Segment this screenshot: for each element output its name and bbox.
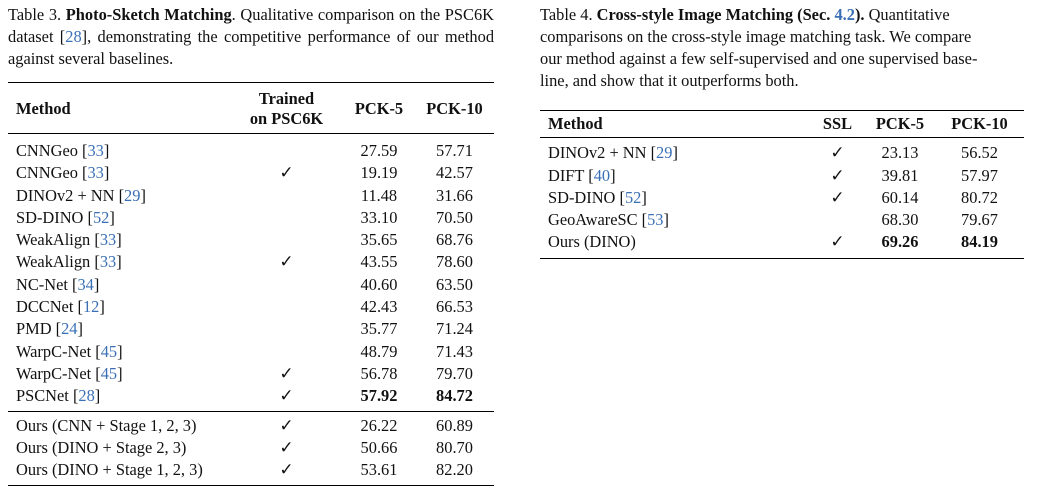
ours-row	[8, 437, 494, 459]
pck5-value: 23.13	[881, 143, 919, 163]
method-name: Ours (DINO + Stage 1, 2, 3)	[16, 460, 203, 480]
table-row	[8, 318, 494, 340]
method-cell: GeoAwareSC [53]	[548, 210, 669, 230]
method-cell: WeakAlign [33]	[16, 252, 122, 272]
method-cell: DINOv2 + NN [29]	[16, 185, 146, 205]
checkmark-icon: ✓	[830, 143, 845, 164]
pck5-value: 39.81	[881, 165, 919, 185]
t4-header-pck5: PCK-5	[865, 111, 935, 138]
table-row	[8, 363, 494, 385]
table-row	[540, 231, 1024, 258]
citation-link[interactable]: 53	[647, 210, 664, 230]
pck10-value: 79.70	[436, 363, 473, 383]
table4-caption	[540, 4, 1060, 92]
trained-check	[230, 296, 343, 318]
citation-link[interactable]: 33	[99, 252, 117, 272]
method-name: Ours (DINO)	[548, 232, 636, 252]
pck10-value: 80.72	[961, 187, 998, 207]
table4-panel	[540, 0, 1024, 253]
table3-caption-text-end: ], demonstrating the competitive performance of our method against several baselines.	[8, 27, 495, 68]
method-name: Ours (DINO + Stage 2, 3)	[16, 437, 187, 457]
header-pck10: PCK-10	[415, 83, 494, 134]
method-cell: CNNGeo [33]	[16, 163, 110, 183]
method-name: WarpC-Net	[16, 363, 96, 383]
method-cell	[8, 437, 230, 459]
header-pck5: PCK-5	[343, 83, 415, 134]
ssl-check	[810, 138, 865, 165]
header-trained	[230, 83, 343, 134]
ssl-check	[810, 187, 865, 209]
table4-caption-section-ref[interactable]: 4.2	[834, 5, 855, 24]
method-cell: NC-Net [34]	[16, 274, 100, 294]
method-name: DIFT	[548, 165, 589, 185]
pck5-value: 68.30	[881, 210, 919, 230]
pck10-value: 56.52	[961, 143, 998, 163]
checkmark-icon: ✓	[830, 187, 845, 208]
trained-check	[230, 229, 343, 251]
table3-header-row	[8, 83, 494, 134]
table4-caption-text: Quantitative	[864, 5, 950, 24]
table-row	[8, 185, 494, 207]
method-name: Ours (CNN + Stage 1, 2, 3)	[16, 415, 197, 435]
method-name: CNNGeo	[16, 163, 83, 183]
pck10-value: 66.53	[436, 297, 473, 317]
table-row	[540, 209, 1024, 231]
ssl-check	[810, 165, 865, 187]
citation-link[interactable]: 52	[624, 187, 642, 207]
ssl-check	[810, 209, 865, 231]
method-name: DCCNet	[16, 297, 78, 317]
checkmark-icon: ✓	[830, 165, 845, 186]
method-cell	[8, 459, 230, 486]
method-cell: DINOv2 + NN [29]	[548, 143, 678, 163]
method-cell: WarpC-Net [45]	[16, 363, 123, 383]
table-row	[540, 187, 1024, 209]
method-name: GeoAwareSC	[548, 210, 642, 230]
pck5-value: 60.14	[881, 187, 919, 207]
citation-link[interactable]: 24	[61, 319, 78, 339]
method-name: WeakAlign	[16, 252, 95, 272]
ssl-check	[810, 231, 865, 258]
method-name: WeakAlign	[16, 230, 95, 250]
pck5-value: 69.26	[881, 232, 919, 252]
ours-row	[8, 411, 494, 437]
table4-caption-prefix: Table 4.	[540, 5, 597, 24]
table-row	[8, 274, 494, 296]
ours-row	[8, 459, 494, 486]
trained-check	[230, 363, 343, 385]
method-name: PMD	[16, 319, 56, 339]
pck5-value: 11.48	[360, 185, 398, 205]
checkmark-icon: ✓	[830, 232, 845, 253]
pck5-value: 43.55	[360, 252, 398, 272]
citation-link[interactable]: 45	[100, 363, 118, 383]
checkmark-icon: ✓	[279, 437, 294, 458]
pck10-value: 57.71	[436, 141, 473, 160]
t4-header-ssl: SSL	[810, 111, 865, 138]
table-row	[8, 341, 494, 363]
pck10-value: 84.19	[961, 232, 998, 252]
citation-link[interactable]: 29	[124, 185, 141, 205]
pck10-value: 80.70	[436, 437, 473, 457]
pck5-value: 35.65	[360, 230, 398, 250]
method-cell: PSCNet [28]	[16, 386, 101, 406]
citation-link[interactable]: 45	[100, 341, 118, 361]
table-row	[8, 251, 494, 273]
pck5-value: 57.92	[360, 386, 398, 406]
pck5-value: 56.78	[360, 363, 398, 383]
table3-caption	[8, 4, 494, 70]
citation-link[interactable]: 34	[77, 274, 94, 294]
pck10-value: 79.67	[961, 210, 998, 230]
method-cell	[8, 411, 230, 437]
table-row	[8, 207, 494, 229]
table-row	[540, 138, 1024, 165]
citation-link[interactable]: 52	[92, 207, 110, 227]
pck10-value: 60.89	[415, 411, 494, 437]
citation-link[interactable]: 40	[593, 165, 611, 185]
table4-header-row	[540, 111, 1024, 138]
method-name: DINOv2 + NN	[16, 185, 119, 205]
pck10-value: 42.57	[436, 163, 473, 183]
pck5-value: 35.77	[360, 319, 398, 339]
table3-caption-title: Photo-Sketch Matching	[65, 5, 232, 24]
table-row	[8, 296, 494, 318]
trained-check	[230, 385, 343, 411]
table-row	[8, 229, 494, 251]
method-cell: WarpC-Net [45]	[16, 341, 123, 361]
pck10-value: 57.97	[961, 165, 998, 185]
citation-link[interactable]: 33	[87, 141, 104, 160]
table4	[540, 110, 1024, 259]
pck10-value: 84.72	[436, 386, 473, 406]
trained-check	[230, 459, 343, 486]
trained-check	[230, 341, 343, 363]
checkmark-icon: ✓	[279, 163, 294, 184]
method-cell: WeakAlign [33]	[16, 230, 122, 250]
table-row	[540, 165, 1024, 187]
trained-check	[230, 318, 343, 340]
trained-check	[230, 185, 343, 207]
table-row	[8, 385, 494, 411]
header-trained-line2: on PSC6K	[249, 109, 324, 128]
method-cell: SD-DINO [52]	[16, 207, 115, 227]
pck10-value: 68.76	[436, 230, 473, 250]
method-cell: CNNGeo [33]	[16, 141, 110, 160]
method-name: NC-Net	[16, 274, 72, 294]
trained-check	[230, 162, 343, 184]
method-name: PSCNet	[16, 386, 73, 406]
trained-check	[230, 437, 343, 459]
pck5-value: 53.61	[360, 460, 398, 480]
header-method: Method	[8, 83, 230, 134]
checkmark-icon: ✓	[279, 460, 294, 481]
pck10-value: 71.43	[436, 341, 473, 361]
trained-check	[230, 274, 343, 296]
table4-caption-line2: comparisons on the cross-style image matching task. We compare	[540, 27, 972, 46]
method-name: WarpC-Net	[16, 341, 96, 361]
method-cell: DIFT [40]	[548, 165, 616, 185]
checkmark-icon: ✓	[279, 363, 294, 384]
pck5-value: 40.60	[360, 274, 398, 294]
table4-caption-title-end: ).	[854, 5, 865, 24]
pck10-value: 31.66	[436, 185, 473, 205]
pck5-value: 48.79	[360, 341, 398, 361]
table3-panel	[8, 0, 495, 481]
trained-check	[230, 134, 343, 163]
citation-link[interactable]: 29	[656, 143, 673, 163]
pck5-value: 50.66	[360, 437, 398, 457]
header-trained-line1: Trained	[258, 89, 315, 108]
method-name: SD-DINO	[16, 207, 88, 227]
method-cell	[540, 231, 810, 258]
table4-caption-title: Cross-style Image Matching (Sec.	[596, 5, 835, 24]
pck5-value: 42.43	[360, 297, 398, 317]
pck5-value: 27.59	[360, 141, 398, 160]
trained-check	[230, 207, 343, 229]
trained-check	[230, 411, 343, 437]
trained-check	[230, 251, 343, 273]
method-cell: SD-DINO [52]	[548, 187, 647, 207]
method-cell: PMD [24]	[16, 319, 83, 339]
method-cell: DCCNet [12]	[16, 297, 105, 317]
table3-caption-citation[interactable]: 28	[65, 27, 82, 46]
checkmark-icon: ✓	[279, 386, 294, 407]
pck5-value: 19.19	[360, 163, 398, 183]
citation-link[interactable]: 12	[82, 297, 100, 317]
method-name: DINOv2 + NN	[548, 143, 651, 163]
table-row	[8, 162, 494, 184]
table4-caption-line1	[540, 4, 1060, 26]
t4-header-method: Method	[540, 111, 810, 138]
method-name: SD-DINO	[548, 187, 620, 207]
pck10-value: 78.60	[436, 252, 473, 272]
method-name: CNNGeo	[16, 141, 83, 160]
checkmark-icon: ✓	[279, 415, 294, 436]
table3-caption-text: . Qualitative comparison on the PSC6K dataset [	[8, 5, 494, 46]
table4-caption-line3: our method against a few self-supervised and one supervised base-	[540, 49, 978, 68]
pck5-value: 26.22	[343, 411, 415, 437]
pck10-value: 82.20	[436, 460, 473, 480]
table4-caption-line4: line, and show that it outperforms both.	[540, 71, 799, 90]
pck10-value: 63.50	[436, 274, 473, 294]
table3	[8, 82, 494, 486]
table-row	[8, 134, 494, 163]
t4-header-pck10: PCK-10	[935, 111, 1024, 138]
citation-link[interactable]: 33	[87, 163, 104, 183]
pck5-value: 33.10	[360, 207, 398, 227]
pck10-value: 70.50	[436, 207, 473, 227]
table3-caption-prefix: Table 3.	[8, 5, 66, 24]
pck10-value: 71.24	[436, 319, 473, 339]
citation-link[interactable]: 28	[78, 386, 95, 406]
checkmark-icon: ✓	[279, 252, 294, 273]
citation-link[interactable]: 33	[99, 230, 117, 250]
